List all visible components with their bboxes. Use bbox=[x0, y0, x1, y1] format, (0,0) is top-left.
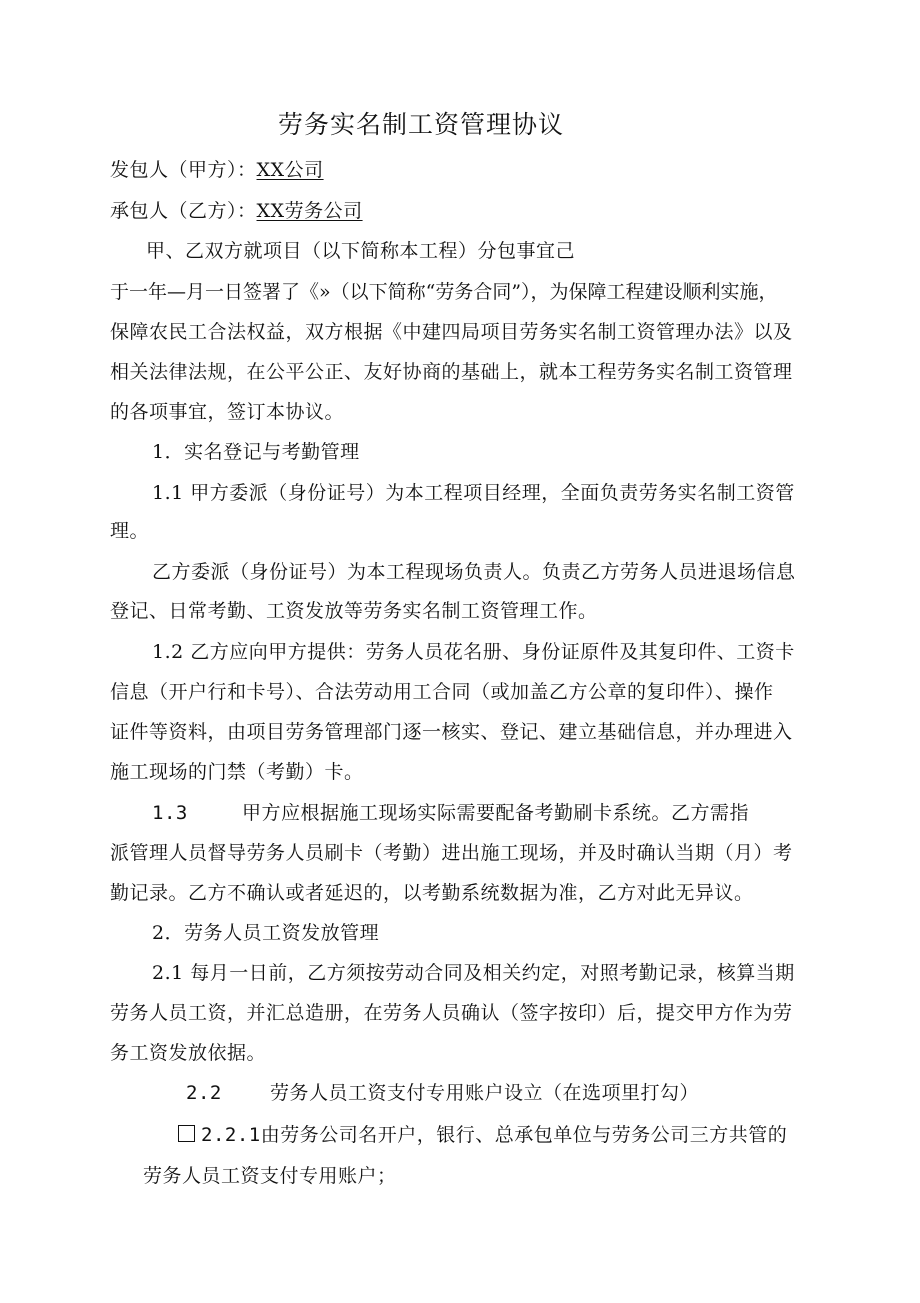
clause-1-3: 派管理人员督导劳务人员刷卡（考勤）进出施工现场，并及时确认当期（月）考 bbox=[110, 842, 793, 864]
clause-2-2-1: 劳务人员工资支付专用账户； bbox=[143, 1165, 397, 1187]
clause-1-2: 证件等资料，由项目劳务管理部门逐一核实、登记、建立基础信息，并办理进入 bbox=[110, 721, 793, 743]
page-title: 劳务实名制工资管理协议 bbox=[278, 110, 565, 139]
section-1-heading: 1．实名登记与考勤管理 bbox=[152, 441, 360, 463]
clause-1-1: 理。 bbox=[110, 520, 150, 542]
party-a-label: 发包人（甲方）： bbox=[110, 159, 257, 181]
clause-2-1: 务工资发放依据。 bbox=[110, 1042, 267, 1064]
clause-2-1: 劳务人员工资，并汇总造册，在劳务人员确认（签字按印）后，提交甲方作为劳 bbox=[110, 1002, 793, 1024]
intro-line: 甲、乙双方就项目（以下简称本工程）分包事宜己 bbox=[146, 240, 576, 262]
clause-2-2-1-text: 由劳务公司名开户，银行、总承包单位与劳务公司三方共管的 bbox=[260, 1124, 788, 1146]
clause-1-3-number: 1.3 bbox=[152, 802, 188, 824]
section-2-heading: 2．劳务人员工资发放管理 bbox=[152, 922, 380, 944]
party-a-line bbox=[110, 155, 324, 185]
clause-2-2: 劳务人员工资支付专用账户设立（在选项里打勾） bbox=[270, 1082, 700, 1104]
party-b-line bbox=[110, 196, 363, 226]
clause-1-3: 甲方应根据施工现场实际需要配备考勤刷卡系统。乙方需指 bbox=[242, 802, 750, 824]
intro-line: 的各项事宜，签订本协议。 bbox=[110, 401, 345, 423]
clause-1-2: 1.2 乙方应向甲方提供：劳务人员花名册、身份证原件及其复印件、工资卡 bbox=[152, 641, 795, 663]
clause-1-2: 施工现场的门禁（考勤）卡。 bbox=[110, 761, 364, 783]
party-b-value: XX劳务公司 bbox=[256, 200, 363, 222]
clause-2-1: 2.1 每月一日前，乙方须按劳动合同及相关约定，对照考勤记录，核算当期 bbox=[152, 962, 795, 984]
checkbox[interactable] bbox=[178, 1125, 195, 1142]
clause-2-2-number: 2.2 bbox=[186, 1082, 222, 1104]
clause-2-2-1-number: 2.2.1 bbox=[201, 1124, 261, 1146]
clause-1-2: 信息（开户行和卡号）、合法劳动用工合同（或加盖乙方公章的复印件）、操作 bbox=[110, 681, 774, 703]
party-a-value: XX公司 bbox=[256, 159, 324, 181]
intro-line: 于一年—月一日签署了《»（以下简称“劳务合同”），为保障工程建设顺利实施， bbox=[110, 281, 778, 303]
clause-1-1: 1.1 甲方委派（身份证号）为本工程项目经理，全面负责劳务实名制工资管 bbox=[152, 482, 795, 504]
clause-1-3: 勤记录。乙方不确认或者延迟的，以考勤系统数据为准，乙方对此无异议。 bbox=[110, 882, 754, 904]
clause-2-2-1-line bbox=[178, 1120, 787, 1150]
clause-1-1b: 登记、日常考勤、工资发放等劳务实名制工资管理工作。 bbox=[110, 600, 598, 622]
intro-line: 保障农民工合法权益，双方根据《中建四局项目劳务实名制工资管理办法》以及 bbox=[110, 321, 793, 343]
party-b-label: 承包人（乙方）： bbox=[110, 200, 257, 222]
clause-1-1b: 乙方委派（身份证号）为本工程现场负责人。负责乙方劳务人员进退场信息 bbox=[152, 561, 796, 583]
intro-line: 相关法律法规，在公平公正、友好协商的基础上，就本工程劳务实名制工资管理 bbox=[110, 361, 793, 383]
